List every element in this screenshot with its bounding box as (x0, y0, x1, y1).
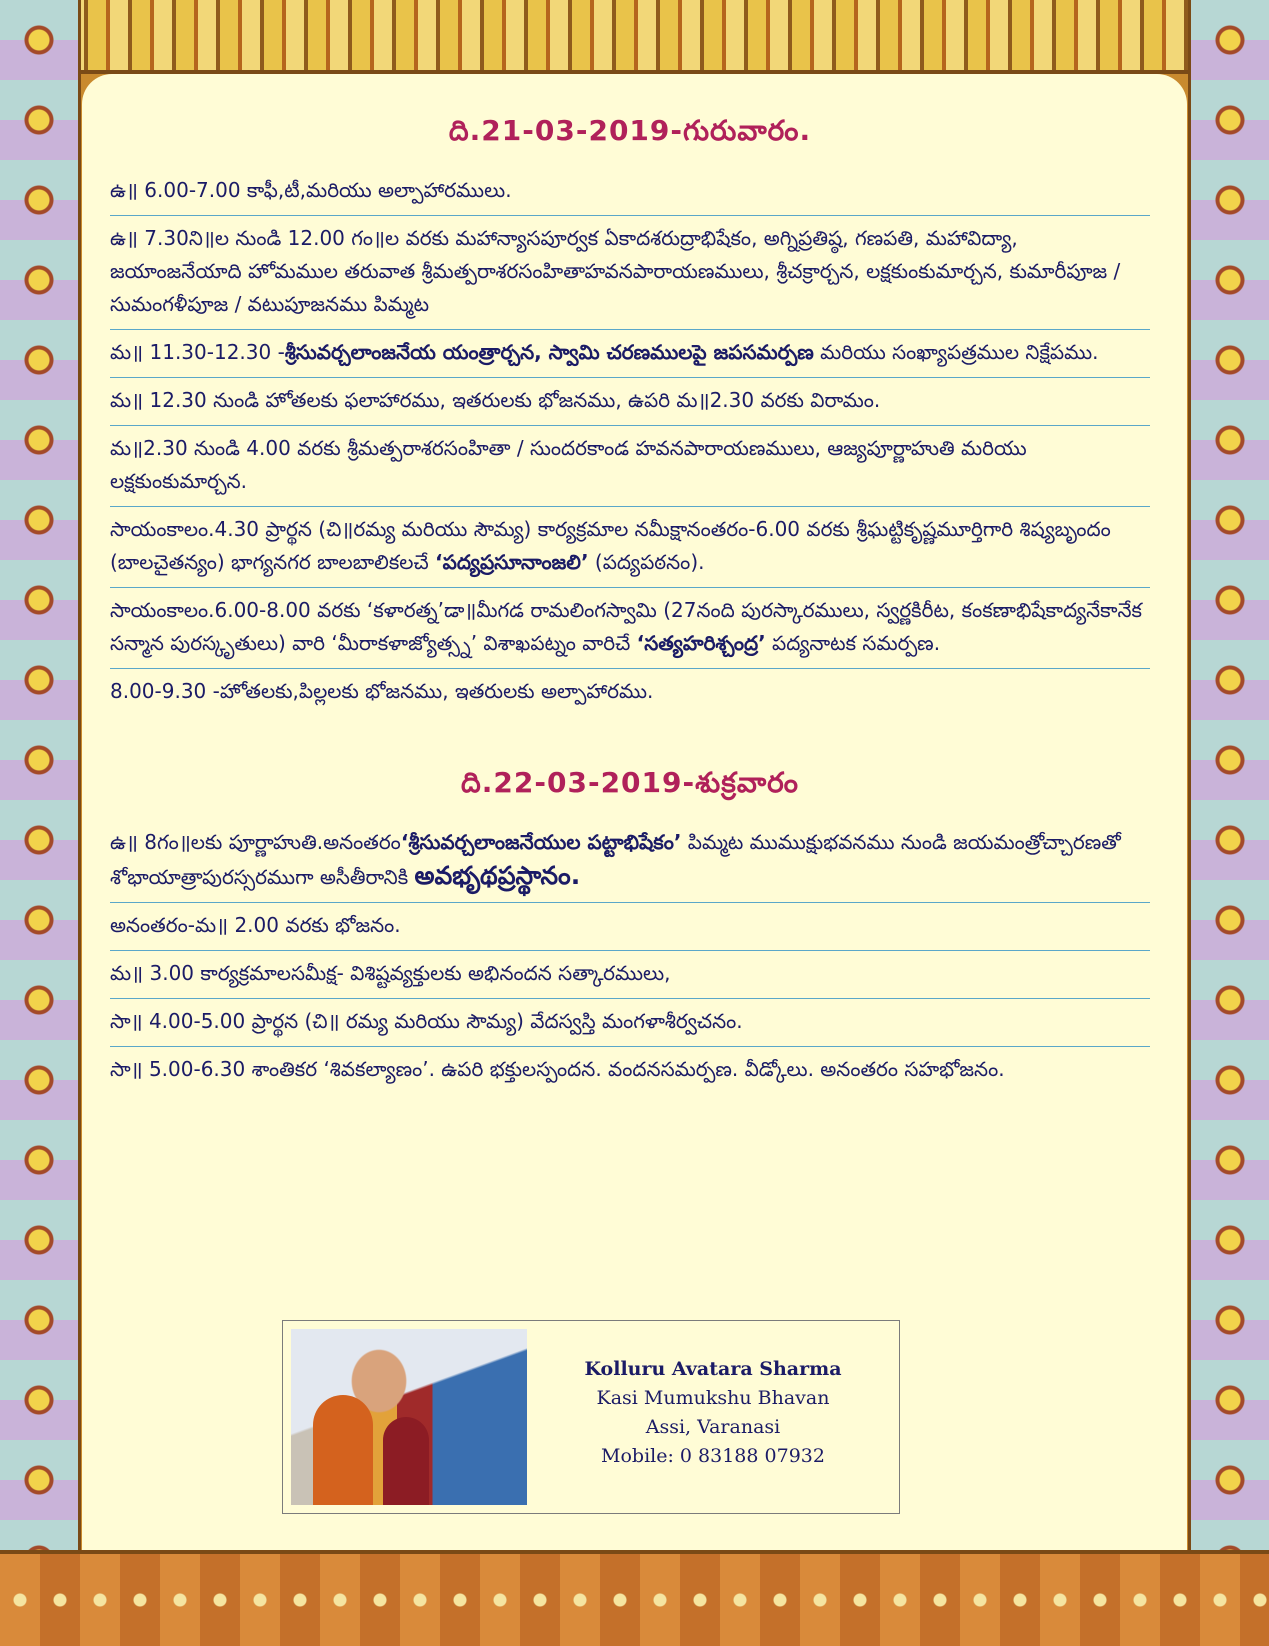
row-suffix: పద్యనాటక సమర్పణ. (765, 631, 941, 655)
row-suffix: మరియు సంఖ్యాపత్రముల నిక్షేపము. (813, 340, 1099, 364)
row-bold: ‘సత్యహరిశ్చంద్ర’ (636, 631, 766, 655)
day2-heading: ది.22-03-2019-శుక్రవారం (461, 766, 799, 799)
decorative-border-left (0, 0, 81, 1646)
decorative-border-bottom (0, 1550, 1269, 1646)
row-text: ఉ॥ 6.00-7.00 కాఫీ,టీ,మరియు అల్పాహారములు. (110, 178, 512, 202)
contact-details (553, 1355, 873, 1471)
row-prefix: ఉ॥ 8గం॥లకు పూర్ణాహుతి.అనంతరం (110, 830, 401, 854)
contact-mobile: Mobile: 0 83188 07932 (601, 1445, 825, 1467)
schedule-row (110, 378, 1150, 426)
row-text: సా॥ 4.00-5.00 ప్రార్థన (చి॥ రమ్య మరియు సౌమ్య) వేదస్వస్తి మంగళాశీర్వచనం. (110, 1009, 743, 1033)
row-text: మ॥2.30 నుండి 4.00 వరకు శ్రీమత్పరాశరసంహితా / సుందరకాండ హవనపారాయణములు, ఆజ్యపూర్ణాహుతి మరియు లక్షకుంకుమార్చన. (110, 436, 1027, 493)
decorative-border-right (1188, 0, 1269, 1646)
row-text: అనంతరం-మ॥ 2.00 వరకు భోజనం. (110, 913, 401, 937)
schedule-row (110, 820, 1150, 903)
schedule-row (110, 330, 1150, 378)
row-prefix: సాయంకాలం.6.00-8.00 వరకు ‘కళారత్న’డా॥మీగడ రామలింగస్వామి (27నంది పురస్కారములు, స్వర్ణకిరీట, కంకణాభిషేకాద్యనేకానేక సన్మాన పురస్కృతులు) వారి ‘మీరాకళాజ్యోత్స్న’ విశాఖపట్నం వారిచే (110, 598, 1142, 655)
schedule-row (110, 903, 1150, 951)
program-page (82, 74, 1187, 1550)
day1-list (110, 168, 1150, 716)
schedule-row (110, 507, 1150, 588)
row-prefix: సాయంకాలం.4.30 ప్రార్థన (చి॥రమ్య మరియు సౌమ్య) కార్యక్రమాల నమీక్షానంతరం-6.00 వరకు శ్రీఘట్టికృష్ణమూర్తిగారి శిష్యబృందం (బాలచైతన్యం) భాగ్యనగర బాలబాలికలచే (110, 517, 1111, 574)
contact-line2: Assi, Varanasi (645, 1416, 781, 1438)
contact-card (282, 1320, 900, 1514)
decorative-border-top (0, 0, 1269, 74)
row-bold: ‘శ్రీసువర్చలాంజనేయుల పట్టాభిషేకం’ (400, 830, 682, 854)
schedule-content (110, 114, 1150, 1094)
schedule-row (110, 951, 1150, 999)
photo-swami-and-hanuman-picture (291, 1329, 527, 1505)
schedule-row (110, 999, 1150, 1047)
schedule-row (110, 1047, 1150, 1094)
day2-list (110, 820, 1150, 1094)
schedule-row (110, 168, 1150, 216)
row-text: మ॥ 3.00 కార్యక్రమాలసమీక్ష- విశిష్టవ్యక్తులకు అభినందన సత్కారములు, (110, 961, 671, 985)
row-text: సా॥ 5.00-6.30 శాంతికర ‘శివకల్యాణం’. ఉపరి భక్తులస్పందన. వందనసమర్పణ. వీడ్కోలు. అనంతరం సహభోజనం. (110, 1057, 1005, 1081)
contact-line1: Kasi Mumukshu Bhavan (596, 1387, 830, 1409)
schedule-row (110, 669, 1150, 716)
schedule-row (110, 426, 1150, 507)
row-prefix: మ॥ 11.30-12.30 - (110, 340, 285, 364)
row-text: మ॥ 12.30 నుండి హోతలకు ఫలాహారము, ఇతరులకు భోజనము, ఉపరి మ॥2.30 వరకు విరామం. (110, 388, 881, 412)
row-text: 8.00-9.30 -హోతలకు,పిల్లలకు భోజనము, ఇతరులకు అల్పాహారము. (110, 679, 654, 703)
row-suffix: పిమ్మట ముముక్షుభవనము నుండి జయమంత్రోచ్చారణతో శోభాయాత్రాపురస్సరముగా అసీతీరానికి (110, 830, 1121, 889)
day1-heading: ది.21-03-2019-గురువారం. (448, 114, 812, 147)
row-bold: ‘పద్యప్రసూనాంజలి’ (435, 550, 589, 574)
schedule-row (110, 216, 1150, 330)
row-bold: శ్రీసువర్చలాంజనేయ యంత్రార్చన, స్వామి చరణములపై జపసమర్పణ (284, 340, 814, 364)
row-suffix: (పద్యపఠనం). (588, 550, 705, 574)
row-big: అవభృథప్రస్థానం. (414, 861, 581, 890)
row-text: ఉ॥ 7.30ని॥ల నుండి 12.00 గం॥ల వరకు మహాన్యాసపూర్వక ఏకాదశరుద్రాభిషేకం, అగ్నిప్రతిష్ఠ, గణపతి, మహావిద్యా, జయాంజనేయాది హోమముల తరువాత శ్రీమత్పరాశరసంహితాహవనపారాయణములు, శ్రీచక్రార్చన, లక్షకుంకుమార్చన, కుమారీపూజ / సుమంగళీపూజ / వటుపూజనము పిమ్మట (110, 226, 1121, 316)
schedule-row (110, 588, 1150, 669)
contact-name: Kolluru Avatara Sharma (584, 1358, 842, 1380)
